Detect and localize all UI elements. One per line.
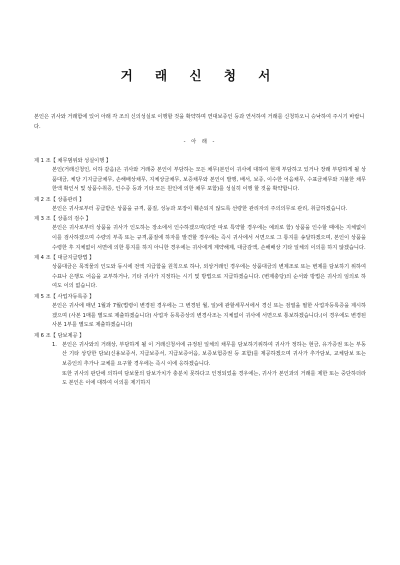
clause-text: 본인은 귀사와의 거래상, 부담하게 될 이 거래신청서에 규정된 일체의 채무를 담보하기위하여 귀사가 정하는 현금, 유가증권 또는 부동산 기타 상당한 담보(신용보증서, 지급보증서, 지급보증어음, 보증보험증권 등 포함)를 제공하겠으며 귀사가 추가담보, 교체담보 또는 보증인의 추가나 교체를 요구할 경우에는 즉시 이에 응하겠습니다.: [62, 341, 366, 367]
article-body: [34, 341, 366, 389]
article-body: 본인은 귀사로부터 상품을 귀사가 인도하는 장소에서 인수하겠으며(다만 따로 특약할 경우에는 예외로 함) 상품을 인수할 때에는 지체없이 이를 검사하겠으며 수량의 부족 또는 규격,품질에 하자를 발견할 경우에는 즉시 귀사에서 서면으로 그 통지를 송달하겠으며, 본인이 상품을 수령한 후 지체없이 서면에 의한 통지를 하지 아니한 경우에는 귀사에게 계약해제, 대금감액, 손해배상 기타 일체의 이의를 하지 않겠습니다.: [52, 225, 366, 251]
article-3: [34, 214, 366, 253]
article-6: [34, 331, 366, 389]
clause-item: [52, 370, 366, 389]
article-heading: 제 2 조【 상품관리 】: [34, 196, 85, 203]
article-body: 본인(거래신청인, 이하 같음)은 귀사와 거래중 본인이 부담하는 모든 채무(본인이 귀사에 대하여 현재 부담하고 있거나 장래 부담하게 될 상품대금, 체당 기지급금채무, 손해배상채무, 지체상금채무, 보증채무와 본인이 발행, 배서, 보증, 이수한 어음채무, 수표금채무와 지불한 채무한액 확인서 및 상품수취증, 인수증 등과 기타 모든 원인에 의한 채무 포함)를 성실히 이행 할 것을 확약합니다.: [52, 167, 366, 193]
intro-paragraph: 본인은 귀사와 거래함에 있어 아래 각 조의 신의성실로 이행할 것을 확약하며 연대보증인 등과 연서하여 거래를 신청하오니 승낙하여 주시기 바랍니다.: [34, 114, 365, 130]
article-body: 상품대금은 목적물의 인도와 동시에 전액 지급함을 원칙으로 하나, 외상거래인 경우에는 상품대금의 변제조로 또는 변제를 담보하기 위하여 수표나 은행도 어음을 교부하거나, 기타 귀사가 지정하는 시기 및 방법으로 지급하겠습니다. (변제충당)의 순서와 방법은 귀사의 임의로 하여도 이의 없습니다.: [52, 264, 366, 290]
article-5: [34, 292, 366, 331]
article-2: [34, 195, 366, 215]
article-body: 본인은 귀사로부터 공급받은 상품을 규격, 품질, 성능과 포장이 훼손되지 않도록 선량한 관리자의 주의의무로 관리, 취급하겠습니다.: [52, 205, 348, 212]
article-body: 본인은 귀사에 매년 1월과 7월(법령이 변경된 경우에는 그 변경된 월, 일)에 관할세무서에서 경신 또는 검열을 필한 사업자등록증을 제시하겠으며 (사본 1매를 별도로 제출하겠습니다) 사업자 등록증상의 변경사조는 지체없이 귀사에 서면으로 통보하겠습니다.(이 경우에도 변경된 사본 1부를 별도로 제출하겠습니다): [52, 302, 366, 329]
article-1: [34, 156, 366, 195]
article-4: [34, 253, 366, 292]
document-title: 거 래 신 청 서: [120, 68, 280, 83]
below-label: - 아 래 -: [183, 139, 217, 145]
article-heading: 제 1 조【 채무범위와 성실이행 】: [34, 158, 112, 164]
article-heading: 제 4 조【 대금지급방법 】: [34, 255, 95, 262]
clause-text: 또한 귀사의 판단에 의하여 담보물의 담보가치가 충분치 못하다고 인정되었을 경우에는, 귀사가 본인과의 거래를 제한 또는 중단하더라도 본인은 이에 대하여 이의를 제기하지: [62, 370, 366, 387]
clause-number: [52, 370, 62, 389]
article-heading: 제 3 조【 상품의 검수 】: [34, 216, 91, 223]
clause-item: [52, 341, 366, 370]
article-heading: 제 6 조【 담보제공 】: [34, 332, 85, 339]
clause-number: 1.: [52, 341, 57, 348]
article-heading: 제 5 조【 사업자등록증 】: [34, 293, 95, 300]
